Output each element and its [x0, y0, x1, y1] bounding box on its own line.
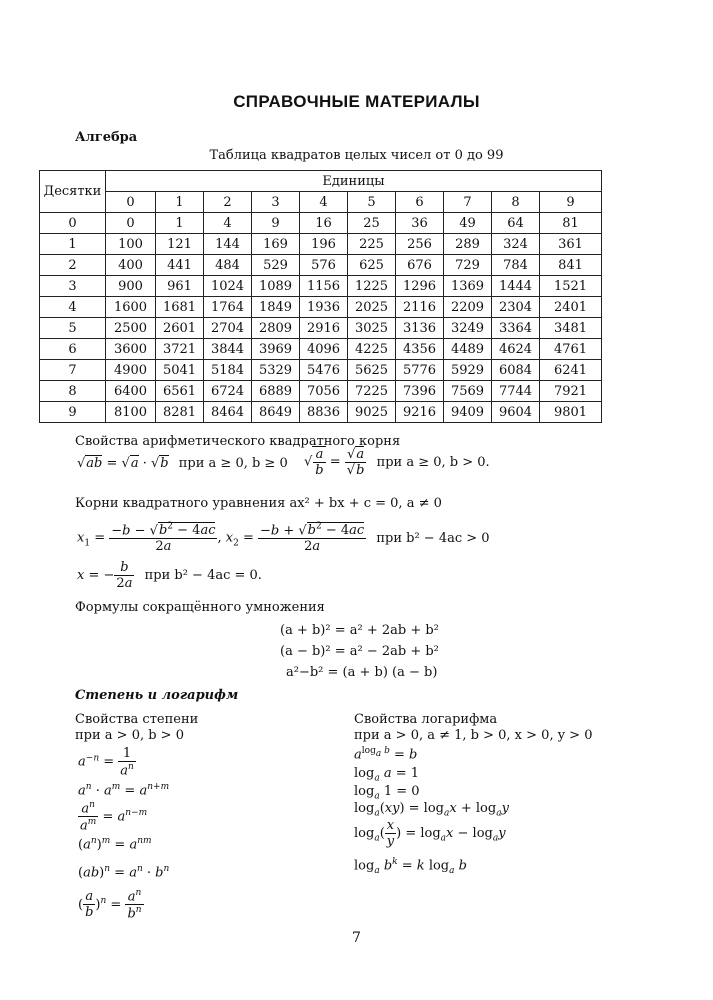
tens-cell: 5 [40, 318, 106, 339]
power-product: $a^n \cdot a^m = a^{n+m}$ [78, 782, 170, 799]
square-value-cell: 1024 [204, 276, 252, 297]
square-value-cell: 900 [106, 276, 156, 297]
square-value-cell: 3721 [156, 339, 204, 360]
square-value-cell: 49 [444, 213, 492, 234]
units-header-cell: 9 [540, 192, 602, 213]
sqrt-product-formula: √ab = √a · √b при a ≥ 0, b ≥ 0 [77, 456, 288, 471]
square-value-cell: 6889 [252, 381, 300, 402]
units-header-cell: 8 [492, 192, 540, 213]
square-value-cell: 0 [106, 213, 156, 234]
square-value-cell: 3364 [492, 318, 540, 339]
square-value-cell: 1369 [444, 276, 492, 297]
square-value-cell: 7569 [444, 381, 492, 402]
square-value-cell: 8649 [252, 402, 300, 423]
square-value-cell: 5041 [156, 360, 204, 381]
square-value-cell: 1764 [204, 297, 252, 318]
square-value-cell: 529 [252, 255, 300, 276]
table-row [40, 339, 602, 360]
square-value-cell: 1521 [540, 276, 602, 297]
power-condition: при a > 0, b > 0 [75, 728, 184, 743]
units-header-cell: 3 [252, 192, 300, 213]
square-value-cell: 1444 [492, 276, 540, 297]
power-props-heading: Свойства степени [75, 712, 199, 727]
square-value-cell: 7921 [540, 381, 602, 402]
square-value-cell: 7744 [492, 381, 540, 402]
square-value-cell: 4900 [106, 360, 156, 381]
units-header-cell: 7 [444, 192, 492, 213]
square-value-cell: 7225 [348, 381, 396, 402]
units-header-cell: 0 [106, 192, 156, 213]
square-value-cell: 2209 [444, 297, 492, 318]
log-power: $\log_a b^k = k$ $\log_a b$ [354, 857, 467, 876]
power-quotient: $\frac{a^n}{a^m}$ = $a^{n-m}$ [80, 800, 148, 834]
square-value-cell: 1089 [252, 276, 300, 297]
square-value-cell: 1600 [106, 297, 156, 318]
square-value-cell: 169 [252, 234, 300, 255]
square-value-cell: 324 [492, 234, 540, 255]
square-value-cell: 3969 [252, 339, 300, 360]
power-negative-exp: $a^{-n}$ = $\frac{1}{a^n}$ [78, 746, 134, 779]
square-value-cell: 961 [156, 276, 204, 297]
square-value-cell: 9604 [492, 402, 540, 423]
abbrev-heading: Формулы сокращённого умножения [75, 600, 325, 615]
square-value-cell: 25 [348, 213, 396, 234]
power-of-quotient: ( $\frac{a}{b}$ )$^n$ = $\frac{a^n}{b^n}$ [78, 888, 142, 922]
tens-cell: 6 [40, 339, 106, 360]
square-value-cell: 676 [396, 255, 444, 276]
square-value-cell: 6400 [106, 381, 156, 402]
tens-cell: 0 [40, 213, 106, 234]
square-value-cell: 784 [492, 255, 540, 276]
square-value-cell: 81 [540, 213, 602, 234]
square-value-cell: 576 [300, 255, 348, 276]
square-value-cell: 7056 [300, 381, 348, 402]
abbrev-formula-2: (a − b)² = a² − 2ab + b² [280, 644, 439, 659]
square-value-cell: 1296 [396, 276, 444, 297]
square-value-cell: 9 [252, 213, 300, 234]
log-identity: $a^{log_a b} = b$ [354, 746, 418, 763]
square-value-cell: 16 [300, 213, 348, 234]
row-header-cell: Десятки [40, 171, 106, 213]
square-value-cell: 1 [156, 213, 204, 234]
table-caption: Таблица квадратов целых чисел от 0 до 99 [209, 148, 504, 163]
table-row [40, 297, 602, 318]
square-value-cell: 400 [106, 255, 156, 276]
square-value-cell: 441 [156, 255, 204, 276]
page-title: СПРАВОЧНЫЕ МАТЕРИАЛЫ [233, 92, 480, 111]
square-value-cell: 2809 [252, 318, 300, 339]
square-value-cell: 196 [300, 234, 348, 255]
square-value-cell: 1849 [252, 297, 300, 318]
square-value-cell: 7396 [396, 381, 444, 402]
square-value-cell: 5929 [444, 360, 492, 381]
tens-cell: 1 [40, 234, 106, 255]
square-value-cell: 4761 [540, 339, 602, 360]
tens-cell: 8 [40, 381, 106, 402]
tens-cell: 7 [40, 360, 106, 381]
abbrev-formula-1: (a + b)² = a² + 2ab + b² [280, 623, 439, 638]
algebra-heading: Алгебра [75, 130, 138, 145]
square-value-cell: 256 [396, 234, 444, 255]
quadratic-single-root: x = − $\frac{b}{2a}$ при b² − 4ac = 0. [77, 560, 262, 591]
table-row [40, 234, 602, 255]
sqrt-quotient-formula: √ $\frac{a}{b}$ = $\frac{√a}{√b}$ при a ≥ 0, b > 0. [304, 446, 490, 478]
square-value-cell: 5329 [252, 360, 300, 381]
log-condition: при a > 0, a ≠ 1, b > 0, x > 0, y > 0 [354, 728, 593, 743]
tens-cell: 4 [40, 297, 106, 318]
square-value-cell: 2401 [540, 297, 602, 318]
log-a-1: $\log_a 1 = 0$ [354, 784, 420, 802]
square-value-cell: 9801 [540, 402, 602, 423]
units-header-cell: 1 [156, 192, 204, 213]
square-value-cell: 8836 [300, 402, 348, 423]
square-value-cell: 3025 [348, 318, 396, 339]
square-value-cell: 625 [348, 255, 396, 276]
square-value-cell: 1681 [156, 297, 204, 318]
square-value-cell: 2601 [156, 318, 204, 339]
power-of-product: $(ab)^n = a^n \cdot b^n$ [78, 864, 170, 881]
square-value-cell: 36 [396, 213, 444, 234]
square-value-cell: 1225 [348, 276, 396, 297]
log-product: $\log_a(xy) = \log_ax + \log_ay$ [354, 801, 509, 819]
square-value-cell: 9409 [444, 402, 492, 423]
square-value-cell: 1156 [300, 276, 348, 297]
square-value-cell: 8281 [156, 402, 204, 423]
units-header-cell: 6 [396, 192, 444, 213]
square-value-cell: 6561 [156, 381, 204, 402]
square-value-cell: 2500 [106, 318, 156, 339]
square-value-cell: 5625 [348, 360, 396, 381]
square-value-cell: 3136 [396, 318, 444, 339]
square-value-cell: 361 [540, 234, 602, 255]
quadratic-roots-formula: $x_1$ = $\frac{-b - √b^2 - 4ac}{2a}$ , $x_2$ = $\frac{-b + √b^2 - 4ac}{2a}$ при b² − 4ac > 0 [77, 522, 490, 555]
square-value-cell: 4096 [300, 339, 348, 360]
square-value-cell: 2116 [396, 297, 444, 318]
square-value-cell: 3249 [444, 318, 492, 339]
quadratic-cond2: при b² − 4ac = 0. [144, 568, 262, 583]
quadratic-heading: Корни квадратного уравнения ax² + bx + c = 0, a ≠ 0 [75, 496, 442, 511]
square-value-cell: 289 [444, 234, 492, 255]
square-value-cell: 9025 [348, 402, 396, 423]
abbrev-formula-3: a²−b² = (a + b) (a − b) [286, 665, 438, 680]
tens-cell: 2 [40, 255, 106, 276]
square-value-cell: 5184 [204, 360, 252, 381]
square-value-cell: 100 [106, 234, 156, 255]
square-value-cell: 4225 [348, 339, 396, 360]
square-value-cell: 3600 [106, 339, 156, 360]
square-value-cell: 121 [156, 234, 204, 255]
table-row [40, 276, 602, 297]
table-row [40, 360, 602, 381]
square-value-cell: 484 [204, 255, 252, 276]
tens-cell: 9 [40, 402, 106, 423]
square-value-cell: 144 [204, 234, 252, 255]
square-value-cell: 1936 [300, 297, 348, 318]
power-log-heading: Степень и логарифм [75, 688, 239, 703]
page-number: 7 [352, 930, 361, 946]
square-value-cell: 5776 [396, 360, 444, 381]
squares-table [39, 170, 602, 423]
square-value-cell: 4624 [492, 339, 540, 360]
power-of-power: $(a^n)^m = a^{nm}$ [78, 836, 152, 853]
square-value-cell: 2704 [204, 318, 252, 339]
col-group-header: Единицы [106, 171, 602, 192]
log-a-a: $\log_a a = 1$ [354, 766, 420, 784]
square-value-cell: 6241 [540, 360, 602, 381]
sqrt-props-heading: Свойства арифметического квадратного корня [75, 434, 401, 449]
units-header-cell: 2 [204, 192, 252, 213]
square-value-cell: 9216 [396, 402, 444, 423]
quadratic-cond1: при b² − 4ac > 0 [376, 530, 490, 546]
square-value-cell: 4489 [444, 339, 492, 360]
sqrt-cond2: при a ≥ 0, b > 0. [376, 454, 490, 470]
table-row [40, 402, 602, 423]
square-value-cell: 3481 [540, 318, 602, 339]
table-row [40, 213, 602, 234]
square-value-cell: 8464 [204, 402, 252, 423]
square-value-cell: 841 [540, 255, 602, 276]
square-value-cell: 225 [348, 234, 396, 255]
square-value-cell: 8100 [106, 402, 156, 423]
square-value-cell: 64 [492, 213, 540, 234]
square-value-cell: 5476 [300, 360, 348, 381]
table-row [40, 255, 602, 276]
square-value-cell: 2304 [492, 297, 540, 318]
square-value-cell: 4 [204, 213, 252, 234]
log-quotient: $\log_a$( $\frac{x}{y}$ ) = $\log_ax - \log_ay$ [354, 818, 506, 849]
square-value-cell: 729 [444, 255, 492, 276]
square-value-cell: 4356 [396, 339, 444, 360]
log-props-heading: Свойства логарифма [354, 712, 498, 727]
units-header-cell: 5 [348, 192, 396, 213]
square-value-cell: 6084 [492, 360, 540, 381]
tens-cell: 3 [40, 276, 106, 297]
table-row [40, 318, 602, 339]
units-header-cell: 4 [300, 192, 348, 213]
sqrt-cond1: при a ≥ 0, b ≥ 0 [178, 456, 288, 471]
square-value-cell: 2916 [300, 318, 348, 339]
table-row [40, 381, 602, 402]
square-value-cell: 6724 [204, 381, 252, 402]
square-value-cell: 3844 [204, 339, 252, 360]
square-value-cell: 2025 [348, 297, 396, 318]
